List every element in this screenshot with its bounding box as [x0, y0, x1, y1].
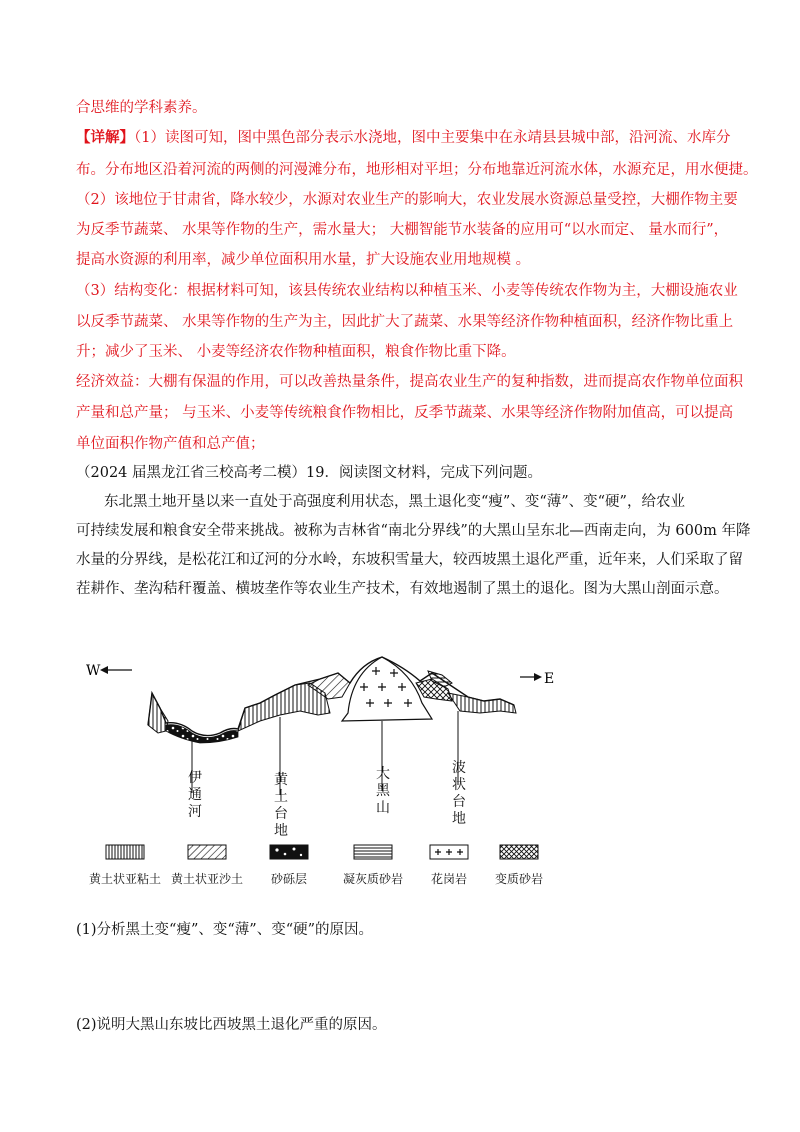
- legend-swatch-plus: [429, 844, 469, 860]
- granite: [342, 657, 432, 721]
- material-line-1: 东北黑土地开垦以来一直处于高强度利用状态，黑土退化变“瘦”、变“薄”、变“硬”，给农业: [104, 494, 685, 510]
- label-wavy-platform: 波状台地: [452, 760, 466, 827]
- loess-clay-east: [448, 693, 516, 713]
- answer-line-0: 合思维的学科素养。: [76, 100, 207, 116]
- answer-line-1-text: （1）读图可知，图中黑色部分表示水浇地，图中主要集中在永靖县县城中部，沿河流、水库分: [134, 130, 731, 146]
- material-line-3: 水量的分界线，是松花江和辽河的分水岭，东坡积雪量大，较西坡黑土退化严重，近年来，人们采取了留: [76, 552, 743, 568]
- west-arrow: [100, 666, 132, 674]
- east-arrow: [520, 673, 542, 681]
- answer-line-9: 经济效益：大棚有保温的作用，可以改善热量条件，提高农业生产的复种指数，进而提高农作物单位面积: [76, 374, 743, 390]
- east-label: E: [544, 671, 555, 687]
- legend-swatch-crosshatch: [499, 844, 539, 860]
- sub-question-2: (2)说明大黑山东坡比西坡黑土退化严重的原因。: [76, 1017, 387, 1033]
- answer-line-5: 提高水资源的利用率，减少单位面积用水量，扩大设施农业用地规模 。: [76, 252, 531, 268]
- legend-label-metamorphic: 变质砂岩: [494, 872, 543, 886]
- detail-tag: 【详解】: [76, 129, 134, 146]
- material-line-2: 可持续发展和粮食安全带来挑战。被称为吉林省“南北分界线”的大黑山呈东北—西南走向，为 600m 年降: [76, 523, 751, 539]
- label-loess-platform: 黄土台地: [274, 772, 288, 839]
- answer-line-8: 升；减少了玉米、 小麦等经济农作物种植面积，粮食作物比重下降。: [76, 344, 516, 360]
- legend-label-loess-clay: 黄土状亚粘土: [88, 872, 161, 886]
- answer-line-7: 以反季节蔬菜、 水果等作物的生产为主，因此扩大了蔬菜、水果等经济作物种植面积，经济作物比重上: [76, 314, 734, 330]
- label-yitong-river: 伊通河: [188, 770, 202, 820]
- answer-line-2: 布。分布地区沿着河流的两侧的河漫滩分布，地形相对平坦；分布地靠近河流水体，水源充足，用水便捷。: [76, 162, 758, 178]
- legend-swatch-gravel: [269, 844, 309, 860]
- answer-line-10: 产量和总产量； 与玉米、小麦等传统粮食作物相比，反季节蔬菜、水果等经济作物附加值高，可以提高: [76, 405, 734, 421]
- material-line-4: 茬耕作、垄沟秸秆覆盖、横坡垄作等农业生产技术，有效地遏制了黑土的退化。图为大黑山剖面示意。: [76, 581, 729, 597]
- legend-item-gravel: [244, 844, 334, 887]
- legend-label-gravel: 砂砾层: [270, 872, 307, 886]
- legend-item-loess-clay: [80, 844, 170, 887]
- sub-question-1: (1)分析黑土变“瘦”、变“薄”、变“硬”的原因。: [76, 922, 374, 938]
- answer-line-11: 单位面积作物产值和总产值；: [76, 436, 265, 452]
- legend-label-tuff-sandstone: 凝灰质砂岩: [342, 872, 403, 886]
- legend-label-granite: 花岗岩: [430, 872, 467, 886]
- answer-line-1: [76, 128, 736, 148]
- gravel-layer: [166, 725, 238, 743]
- figure-legend: [80, 844, 560, 892]
- legend-swatch-horizontal: [353, 844, 393, 860]
- legend-item-metamorphic: [474, 844, 564, 887]
- answer-line-6: （3）结构变化：根据材料可知，该县传统农业结构以种植玉米、小麦等传统农作物为主，大棚设施农业: [76, 283, 738, 299]
- label-daheishan: 大黑山: [376, 766, 390, 816]
- answer-line-3: （2）该地位于甘肃省，降水较少，水源对农业生产的影响大，农业发展水资源总量受控，大棚作物主要: [76, 192, 738, 208]
- legend-item-loess-sand: [162, 844, 252, 887]
- answer-line-4: 为反季节蔬菜、 水果等作物的生产，需水量大； 大棚智能节水装备的应用可“以水而定、 量水而行”，: [76, 222, 729, 238]
- legend-swatch-vertical: [105, 844, 145, 860]
- legend-label-loess-sand: 黄土状亚沙土: [170, 872, 243, 886]
- question-source: （2024 届黑龙江省三校高考二模）19．阅读图文材料，完成下列问题。: [76, 465, 542, 481]
- legend-swatch-diagonal: [187, 844, 227, 860]
- west-label: W: [86, 663, 101, 679]
